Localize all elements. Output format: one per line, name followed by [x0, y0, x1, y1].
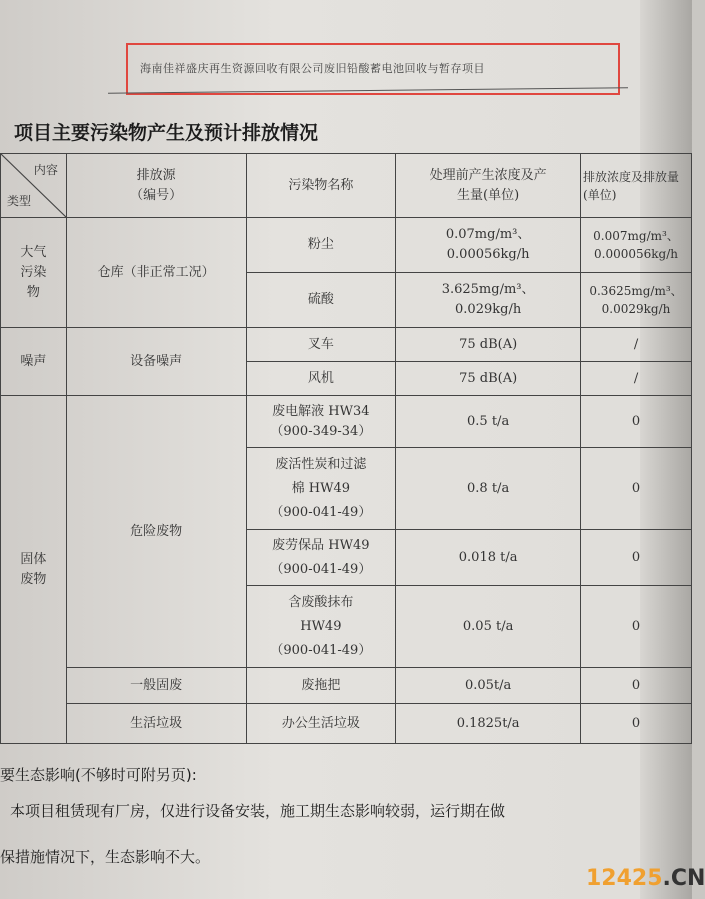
- dust-before: 0.07mg/m³、 0.00056kg/h: [396, 218, 581, 273]
- ppe-before: 0.018 t/a: [396, 530, 581, 586]
- acid-before: 3.625mg/m³、 0.029kg/h: [396, 273, 581, 328]
- electrolyte-after: 0: [581, 396, 692, 448]
- type-solid-waste: 固体 废物: [1, 396, 67, 744]
- pollutant-table: [0, 153, 692, 744]
- corner-header-cell: [1, 154, 67, 218]
- section-title: 项目主要污染物产生及预计排放情况: [14, 122, 319, 144]
- pollutant-dust: 粉尘: [246, 218, 396, 273]
- ppe-after: 0: [581, 530, 692, 586]
- pollutant-acid-cloth: 含废酸抹布 HW49 （900-041-49）: [246, 586, 396, 668]
- source-general-waste: 一般固废: [66, 668, 246, 704]
- col-header-before: 处理前产生浓度及产 生量(单位): [396, 154, 581, 218]
- fan-before: 75 dB(A): [396, 362, 581, 396]
- office-before: 0.1825t/a: [396, 704, 581, 744]
- running-header: 海南佳祥盛庆再生资源回收有限公司废旧铅酸蓄电池回收与暂存项目: [140, 62, 485, 75]
- forklift-before: 75 dB(A): [396, 328, 581, 362]
- carbon-before: 0.8 t/a: [396, 448, 581, 530]
- corner-top-label: 内容: [33, 163, 58, 177]
- office-after: 0: [581, 704, 692, 744]
- cloth-after: 0: [581, 586, 692, 668]
- dust-after: 0.007mg/m³、 0.000056kg/h: [581, 218, 692, 273]
- ecology-paragraph-line2: 保措施情况下，生态影响不大。: [0, 848, 211, 866]
- pollutant-ppe: 废劳保品 HW49 （900-041-49）: [246, 530, 396, 586]
- acid-after: 0.3625mg/m³、 0.0029kg/h: [581, 273, 692, 328]
- ecology-heading: 要生态影响(不够时可附另页):: [0, 766, 197, 784]
- col-header-after: 排放浓度及排放量 (单位): [581, 154, 692, 218]
- cloth-before: 0.05 t/a: [396, 586, 581, 668]
- watermark-logo: [586, 866, 705, 891]
- watermark-number: 12425: [586, 866, 663, 891]
- pollutant-office-waste: 办公生活垃圾: [246, 704, 396, 744]
- pollutant-fan: 风机: [246, 362, 396, 396]
- type-noise: 噪声: [1, 328, 67, 396]
- source-hazardous-waste: 危险废物: [66, 396, 246, 668]
- pollutant-activated-carbon: 废活性炭和过滤 棉 HW49 （900-041-49）: [246, 448, 396, 530]
- fan-after: /: [581, 362, 692, 396]
- col-header-pollutant: 污染物名称: [246, 154, 396, 218]
- type-air: 大气 污染 物: [1, 218, 67, 328]
- source-domestic-waste: 生活垃圾: [66, 704, 246, 744]
- broom-before: 0.05t/a: [396, 668, 581, 704]
- broom-after: 0: [581, 668, 692, 704]
- watermark-domain: .CN: [662, 866, 705, 891]
- pollutant-electrolyte: 废电解液 HW34 （900-349-34）: [246, 396, 396, 448]
- ecology-paragraph-line1: 本项目租赁现有厂房，仅进行设备安装，施工期生态影响较弱，运行期在做: [10, 802, 506, 820]
- pollutant-acid: 硫酸: [246, 273, 396, 328]
- source-equipment-noise: 设备噪声: [66, 328, 246, 396]
- electrolyte-before: 0.5 t/a: [396, 396, 581, 448]
- forklift-after: /: [581, 328, 692, 362]
- source-warehouse: 仓库（非正常工况）: [66, 218, 246, 328]
- carbon-after: 0: [581, 448, 692, 530]
- col-header-source: 排放源 （编号）: [66, 154, 246, 218]
- pollutant-broom: 废拖把: [246, 668, 396, 704]
- corner-bottom-label: 类型: [7, 194, 32, 208]
- pollutant-forklift: 叉车: [246, 328, 396, 362]
